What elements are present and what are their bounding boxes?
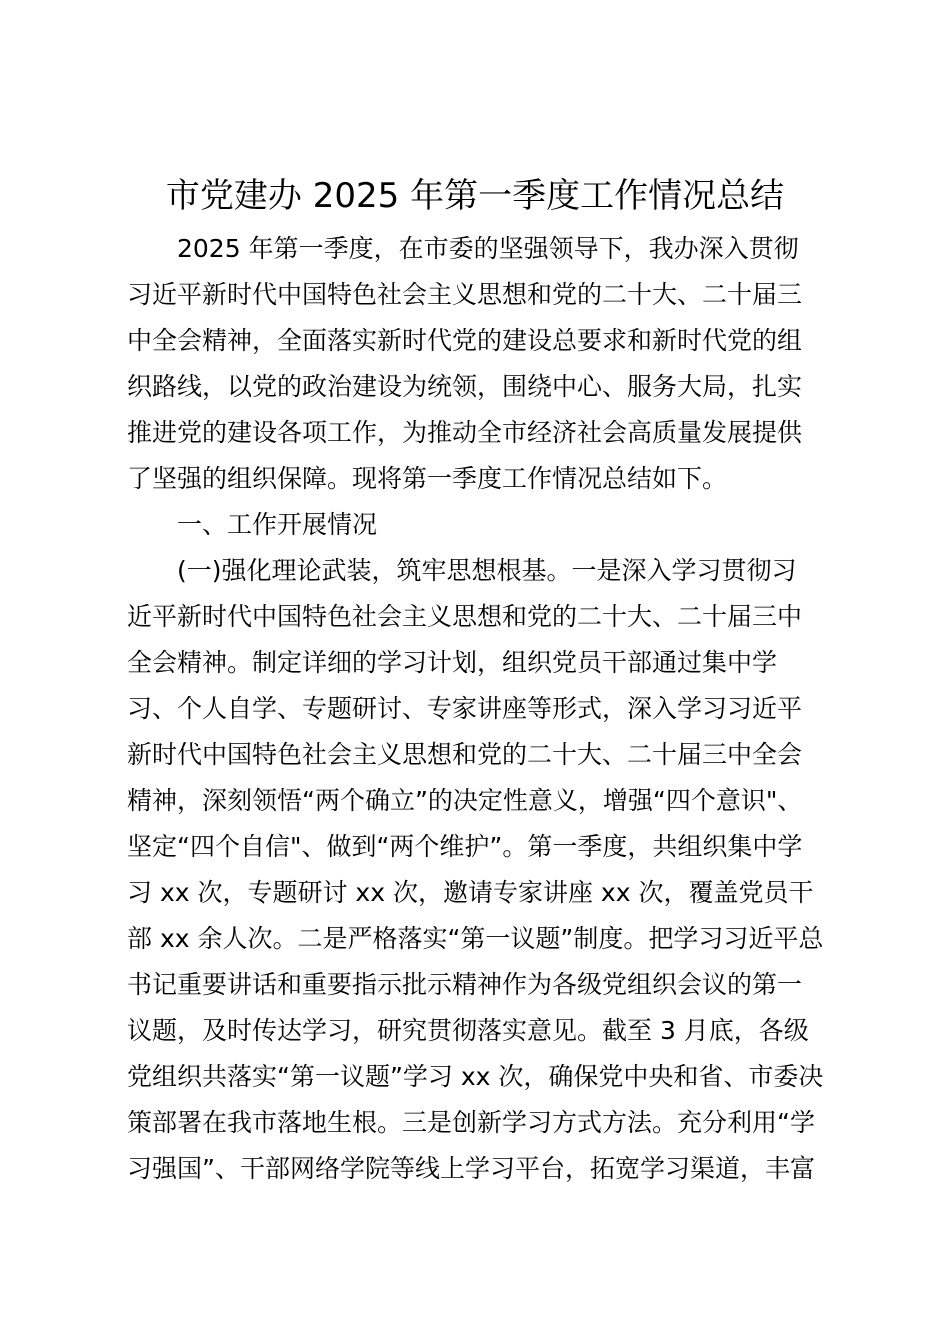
body-line: 中全会精神，全面落实新时代党的建设总要求和新时代党的组 <box>127 326 803 355</box>
body-line: 党组织共落实“第一议题”学习 xx 次，确保党中央和省、市委决 <box>127 1062 824 1091</box>
body-line: (一)强化理论武装，筑牢思想根基。一是深入学习贯彻习 <box>177 556 797 585</box>
body-line: 坚定“四个自信"、做到“两个维护”。第一季度，共组织集中学 <box>127 832 803 861</box>
body-line: 了坚强的组织保障。现将第一季度工作情况总结如下。 <box>127 464 728 493</box>
document-body <box>127 226 837 1192</box>
body-line: 精神，深刻领悟“两个确立”的决定性意义，增强“四个意识"、 <box>127 786 803 815</box>
body-line: 推进党的建设各项工作，为推动全市经济社会高质量发展提供 <box>127 418 803 447</box>
body-line: 部 xx 余人次。二是严格落实“第一议题”制度。把学习习近平总 <box>127 924 824 953</box>
section-heading: 一、工作开展情况 <box>177 510 378 539</box>
body-line: 2025 年第一季度，在市委的坚强领导下，我办深入贯彻 <box>177 234 799 263</box>
body-line: 习强国”、干部网络学院等线上学习平台，拓宽学习渠道，丰富 <box>127 1154 815 1183</box>
body-line: 近平新时代中国特色社会主义思想和党的二十大、二十届三中 <box>127 602 803 631</box>
body-line: 习近平新时代中国特色社会主义思想和党的二十大、二十届三 <box>127 280 803 309</box>
body-line: 书记重要讲话和重要指示批示精神作为各级党组织会议的第一 <box>127 970 803 999</box>
body-line: 织路线，以党的政治建设为统领，围绕中心、服务大局，扎实 <box>127 372 803 401</box>
body-line: 全会精神。制定详细的学习计划，组织党员干部通过集中学 <box>127 648 778 677</box>
document-title: 市党建办 2025 年第一季度工作情况总结 <box>165 176 785 216</box>
body-line: 习、个人自学、专题研讨、专家讲座等形式，深入学习习近平 <box>127 694 803 723</box>
body-line: 新时代中国特色社会主义思想和党的二十大、二十届三中全会 <box>127 740 803 769</box>
body-line: 议题，及时传达学习，研究贯彻落实意见。截至 3 月底，各级 <box>127 1016 809 1045</box>
body-line: 策部署在我市落地生根。三是创新学习方式方法。充分利用“学 <box>127 1108 815 1137</box>
body-line: 习 xx 次，专题研讨 xx 次，邀请专家讲座 xx 次，覆盖党员干 <box>127 878 814 907</box>
